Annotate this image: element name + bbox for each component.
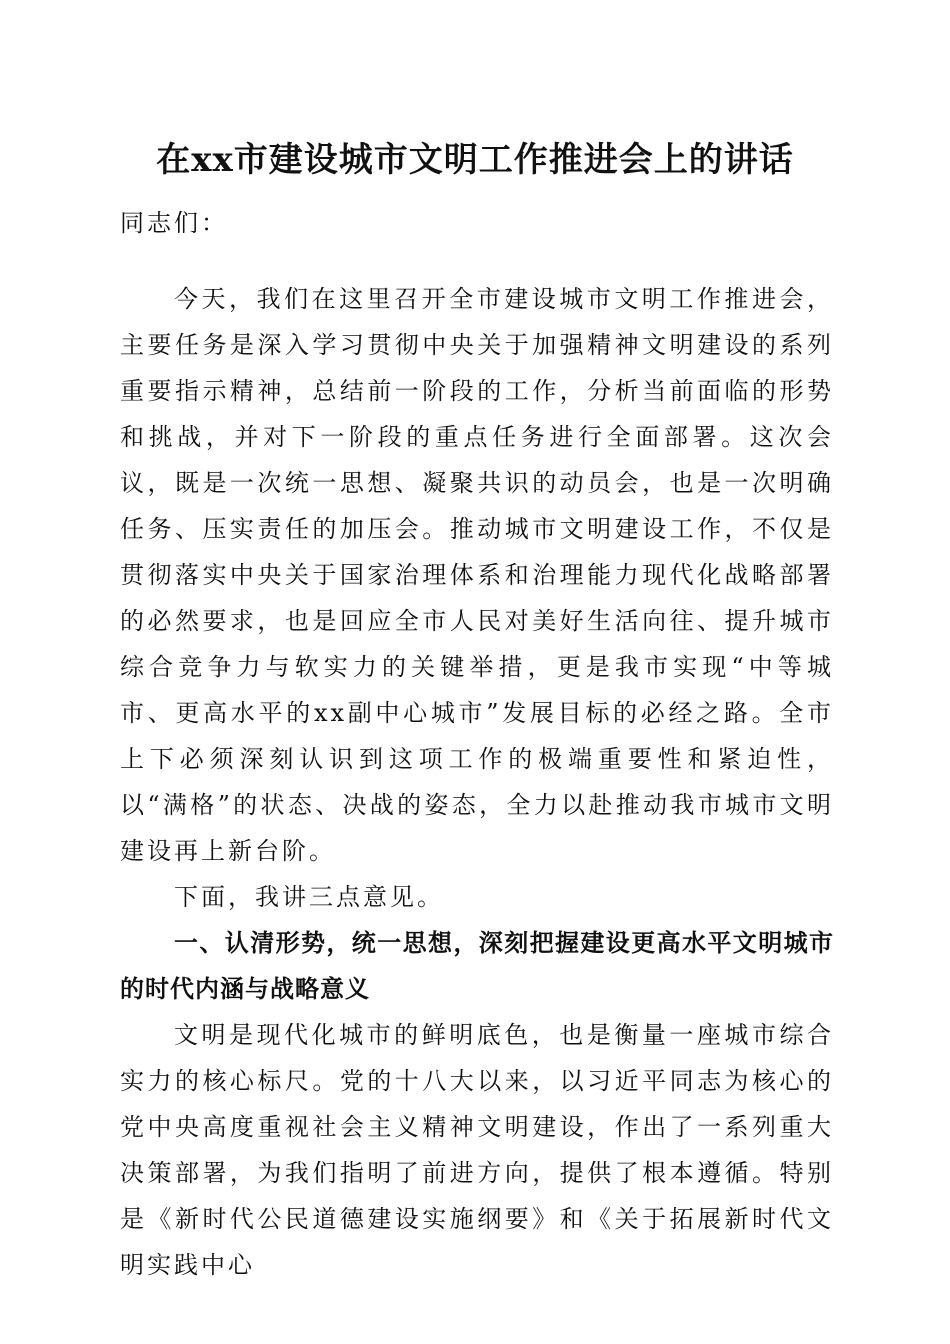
salutation: 同志们： — [120, 209, 228, 237]
paragraph-section-1: 文明是现代化城市的鲜明底色，也是衡量一座城市综合实力的核心标尺。党的十八大以来，以习近平同志为核心的党中央高度重视社会主义精神文明建设，作出了一系列重大决策部署，为我们指明了前进方向，提供了根本遵循。特别是《新时代公民道德建设实施纲要》和《关于拓展新时代文明实践中心 — [120, 1021, 834, 1279]
paragraph-intro: 今天，我们在这里召开全市建设城市文明工作推进会，主要任务是深入学习贯彻中央关于加强精神文明建设的系列重要指示精神，总结前一阶段的工作，分析当前面临的形势和挑战，并对下一阶段的重点任务进行全面部署。这次会议，既是一次统一思想、凝聚共识的动员会，也是一次明确任务、压实责任的加压会。推动城市文明建设工作，不仅是贯彻落实中央关于国家治理体系和治理能力现代化战略部署的必然要求，也是回应全市人民对美好生活向往、提升城市综合竞争力与软实力的关键举措，更是我市实现“中等城市、更高水平的xx副中心城市”发展目标的必经之路。全市上下必须深刻认识到这项工作的极端重要性和紧迫性，以“满格”的状态、决战的姿态，全力以赴推动我市城市文明建设再上新台阶。 — [120, 285, 834, 865]
section-heading-1: 一、认清形势，统一思想，深刻把握建设更高水平文明城市的时代内涵与战略意义 — [120, 929, 834, 1003]
document-body — [120, 200, 834, 1288]
document-title: 在xx市建设城市文明工作推进会上的讲话 — [156, 140, 794, 180]
paragraph-transition: 下面，我讲三点意见。 — [174, 883, 444, 911]
